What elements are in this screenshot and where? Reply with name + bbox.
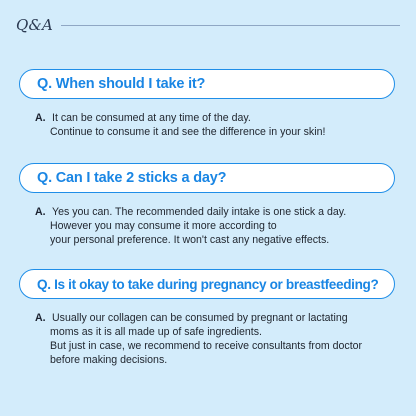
header-divider [61, 25, 400, 26]
header [16, 14, 400, 36]
answer-line: before making decisions. [50, 354, 168, 366]
question-pill-3 [19, 269, 395, 299]
answer-2 [19, 205, 395, 247]
question-text-3: Q. Is it okay to take during pregnancy or breastfeeding? [37, 276, 379, 292]
answer-1 [19, 111, 395, 139]
answer-line: However you may consume it more according to [50, 220, 277, 232]
answer-line: Continue to consume it and see the difference in your skin! [50, 126, 326, 138]
qa-item-1 [19, 69, 395, 139]
question-text-2: Q. Can I take 2 sticks a day? [37, 170, 227, 186]
answer-mark-2: A. [35, 206, 46, 218]
answer-line: But just in case, we recommend to receive consultants from doctor [50, 340, 363, 352]
qa-item-2 [19, 163, 395, 247]
page-title: Q&A [16, 16, 54, 34]
answer-line: It can be consumed at any time of the day. [52, 112, 251, 124]
answer-lines-1 [50, 111, 395, 139]
answer-mark-1: A. [35, 112, 46, 124]
question-pill-1 [19, 69, 395, 99]
answer-line: your personal preference. It won't cast any negative effects. [50, 234, 330, 246]
answer-lines-3 [50, 311, 395, 367]
question-pill-2 [19, 163, 395, 193]
answer-mark-3: A. [35, 312, 46, 324]
answer-line: moms as it is all made up of safe ingredients. [50, 326, 262, 338]
answer-lines-2 [50, 205, 395, 247]
answer-line: Usually our collagen can be consumed by pregnant or lactating [52, 312, 348, 324]
question-text-1: Q. When should I take it? [37, 76, 206, 92]
qa-item-3 [19, 269, 395, 367]
answer-3 [19, 311, 395, 367]
answer-line: Yes you can. The recommended daily intake is one stick a day. [52, 206, 347, 218]
